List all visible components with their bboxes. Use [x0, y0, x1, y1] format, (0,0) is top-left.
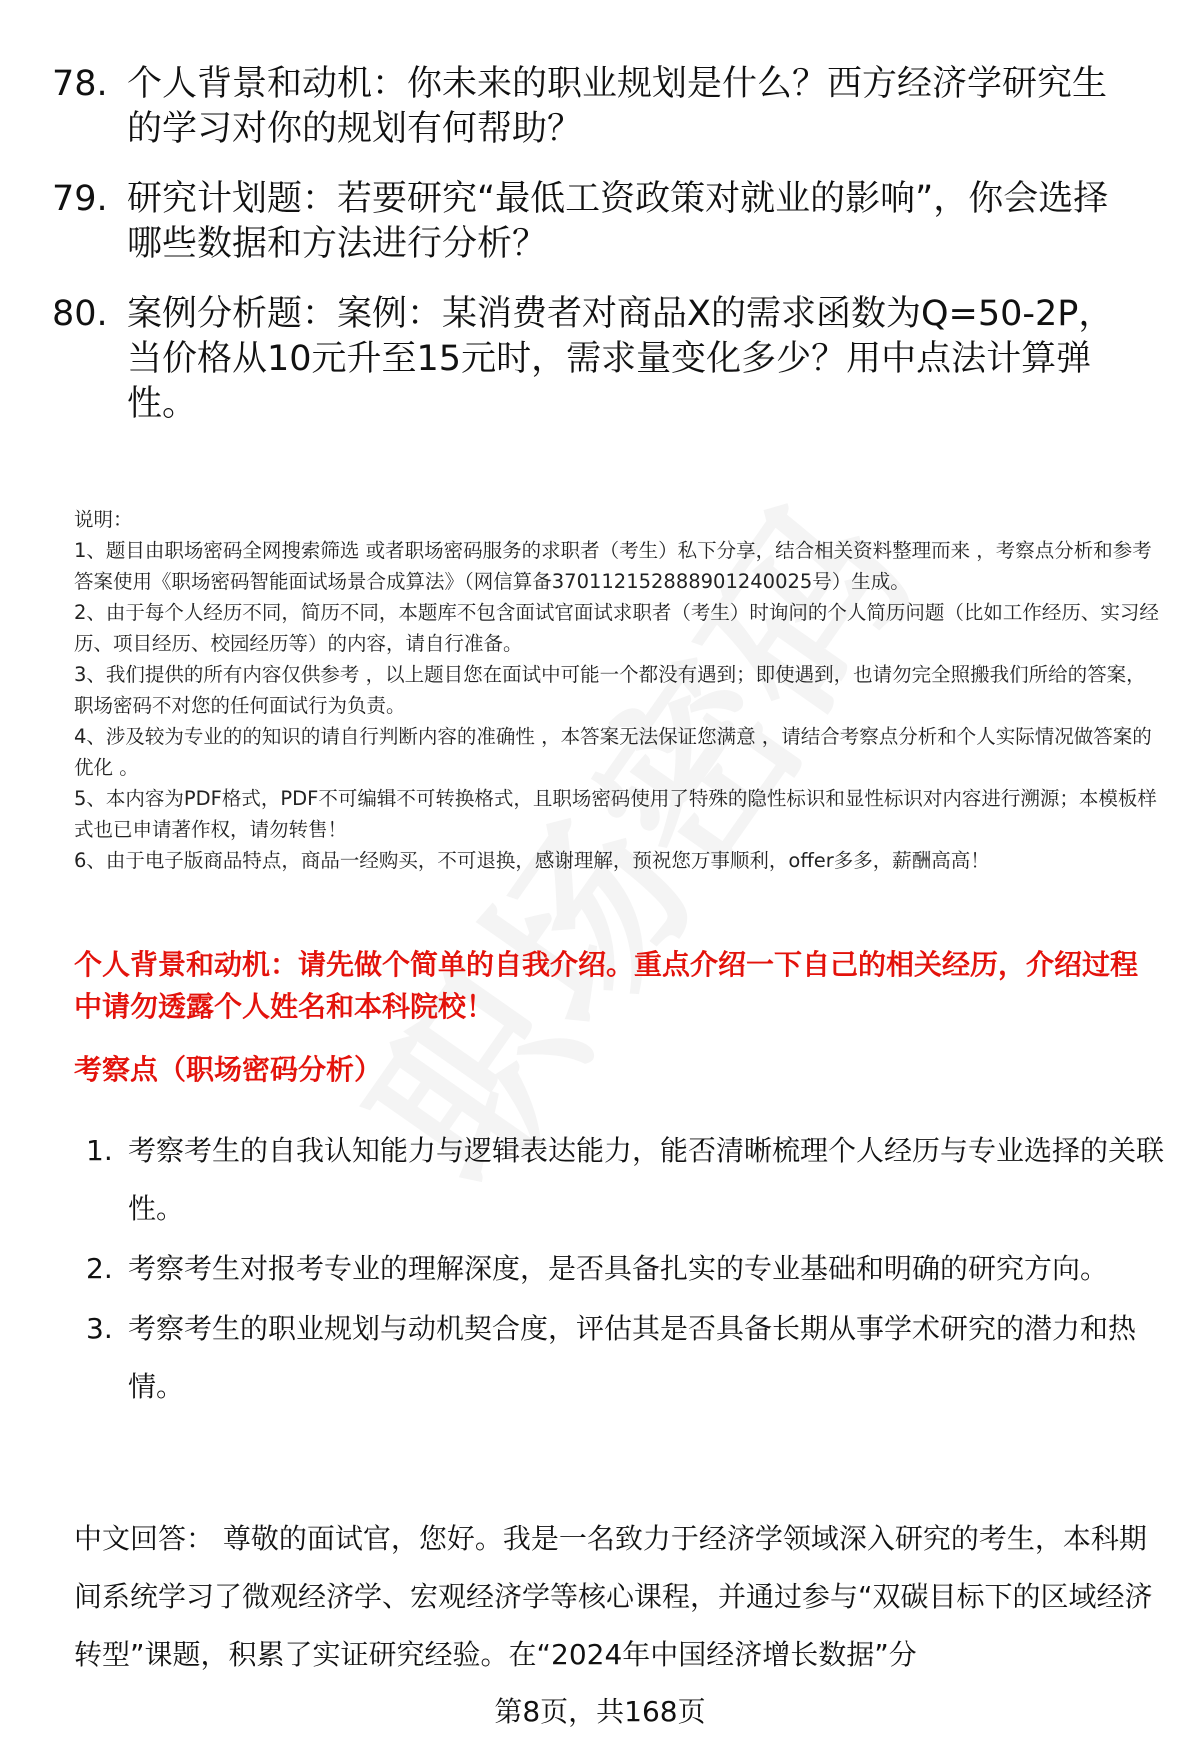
- answer-section: [74, 1510, 1160, 1684]
- assessment-item: [74, 1240, 1164, 1298]
- note-item: 3、我们提供的所有内容仅供参考 ，以上题目您在面试中可能一个都没有遇到；即使遇到，也请勿完全照搬我们所给的答案，职场密码不对您的任何面试行为负责。: [74, 663, 1146, 717]
- notes-title: 说明：: [74, 508, 133, 531]
- question-number: 80.: [52, 294, 108, 334]
- assessment-item: [74, 1122, 1164, 1238]
- page-footer: 第8页，共168页: [494, 1695, 706, 1728]
- highlight-question: 个人背景和动机：请先做个简单的自我介绍。重点介绍一下自己的相关经历，介绍过程中请勿透露个人姓名和本科院校！: [74, 948, 1139, 1023]
- note-item: 6、由于电子版商品特点，商品一经购买，不可退换，感谢理解，预祝您万事顺利，offer多多，薪酬高高！: [74, 849, 990, 872]
- note-item: 1、题目由职场密码全网搜索筛选 或者职场密码服务的求职者（考生）私下分享，结合相关资料整理而来 ，考察点分析和参考答案使用《职场密码智能面试场景合成算法》（网信算备370112152888901240025号）生成。: [74, 539, 1152, 593]
- assessment-number: 3.: [86, 1312, 113, 1345]
- question-number: 79.: [52, 179, 108, 219]
- assessment-title: 考察点（职场密码分析）: [74, 1053, 383, 1086]
- assessment-number: 1.: [86, 1134, 113, 1167]
- question-number: 78.: [52, 64, 108, 104]
- note-item: 4、涉及较为专业的的知识的请自行判断内容的准确性 ，本答案无法保证您满意 ，请结合考察点分析和个人实际情况做答案的优化 。: [74, 725, 1152, 779]
- question-text: 案例分析题：案例：某消费者对商品X的需求函数为Q=50-2P，当价格从10元升至15元时，需求量变化多少？用中点法计算弹性。: [127, 294, 1114, 424]
- assessment-list: [74, 1122, 1164, 1418]
- assessment-text: 考察考生对报考专业的理解深度，是否具备扎实的专业基础和明确的研究方向。: [128, 1252, 1109, 1285]
- note-item: 2、由于每个人经历不同，简历不同，本题库不包含面试官面试求职者（考生）时询问的个人简历问题（比如工作经历、实习经历、项目经历、校园经历等）的内容，请自行准备。: [74, 601, 1159, 655]
- question-text: 研究计划题：若要研究“最低工资政策对就业的影响”，你会选择哪些数据和方法进行分析？: [127, 179, 1109, 264]
- note-item: 5、本内容为PDF格式，PDF不可编辑不可转换格式，且职场密码使用了特殊的隐性标识和显性标识对内容进行溯源；本模板样式也已申请著作权，请勿转售！: [74, 787, 1157, 841]
- assessment-text: 考察考生的职业规划与动机契合度，评估其是否具备长期从事学术研究的潜力和热情。: [128, 1312, 1137, 1403]
- assessment-item: [74, 1300, 1164, 1416]
- question-text: 个人背景和动机：你未来的职业规划是什么？西方经济学研究生的学习对你的规划有何帮助？: [127, 64, 1108, 149]
- assessment-number: 2.: [86, 1252, 113, 1285]
- answer-text: 尊敬的面试官，您好。我是一名致力于经济学领域深入研究的考生，本科期间系统学习了微观经济学、宏观经济学等核心课程，并通过参与“双碳目标下的区域经济转型”课题，积累了实证研究经验。在“2024年中国经济增长数据”分: [74, 1522, 1153, 1671]
- assessment-text: 考察考生的自我认知能力与逻辑表达能力，能否清晰梳理个人经历与专业选择的关联性。: [128, 1134, 1165, 1225]
- answer-label: 中文回答：: [74, 1522, 215, 1555]
- notes-section: [74, 504, 1164, 876]
